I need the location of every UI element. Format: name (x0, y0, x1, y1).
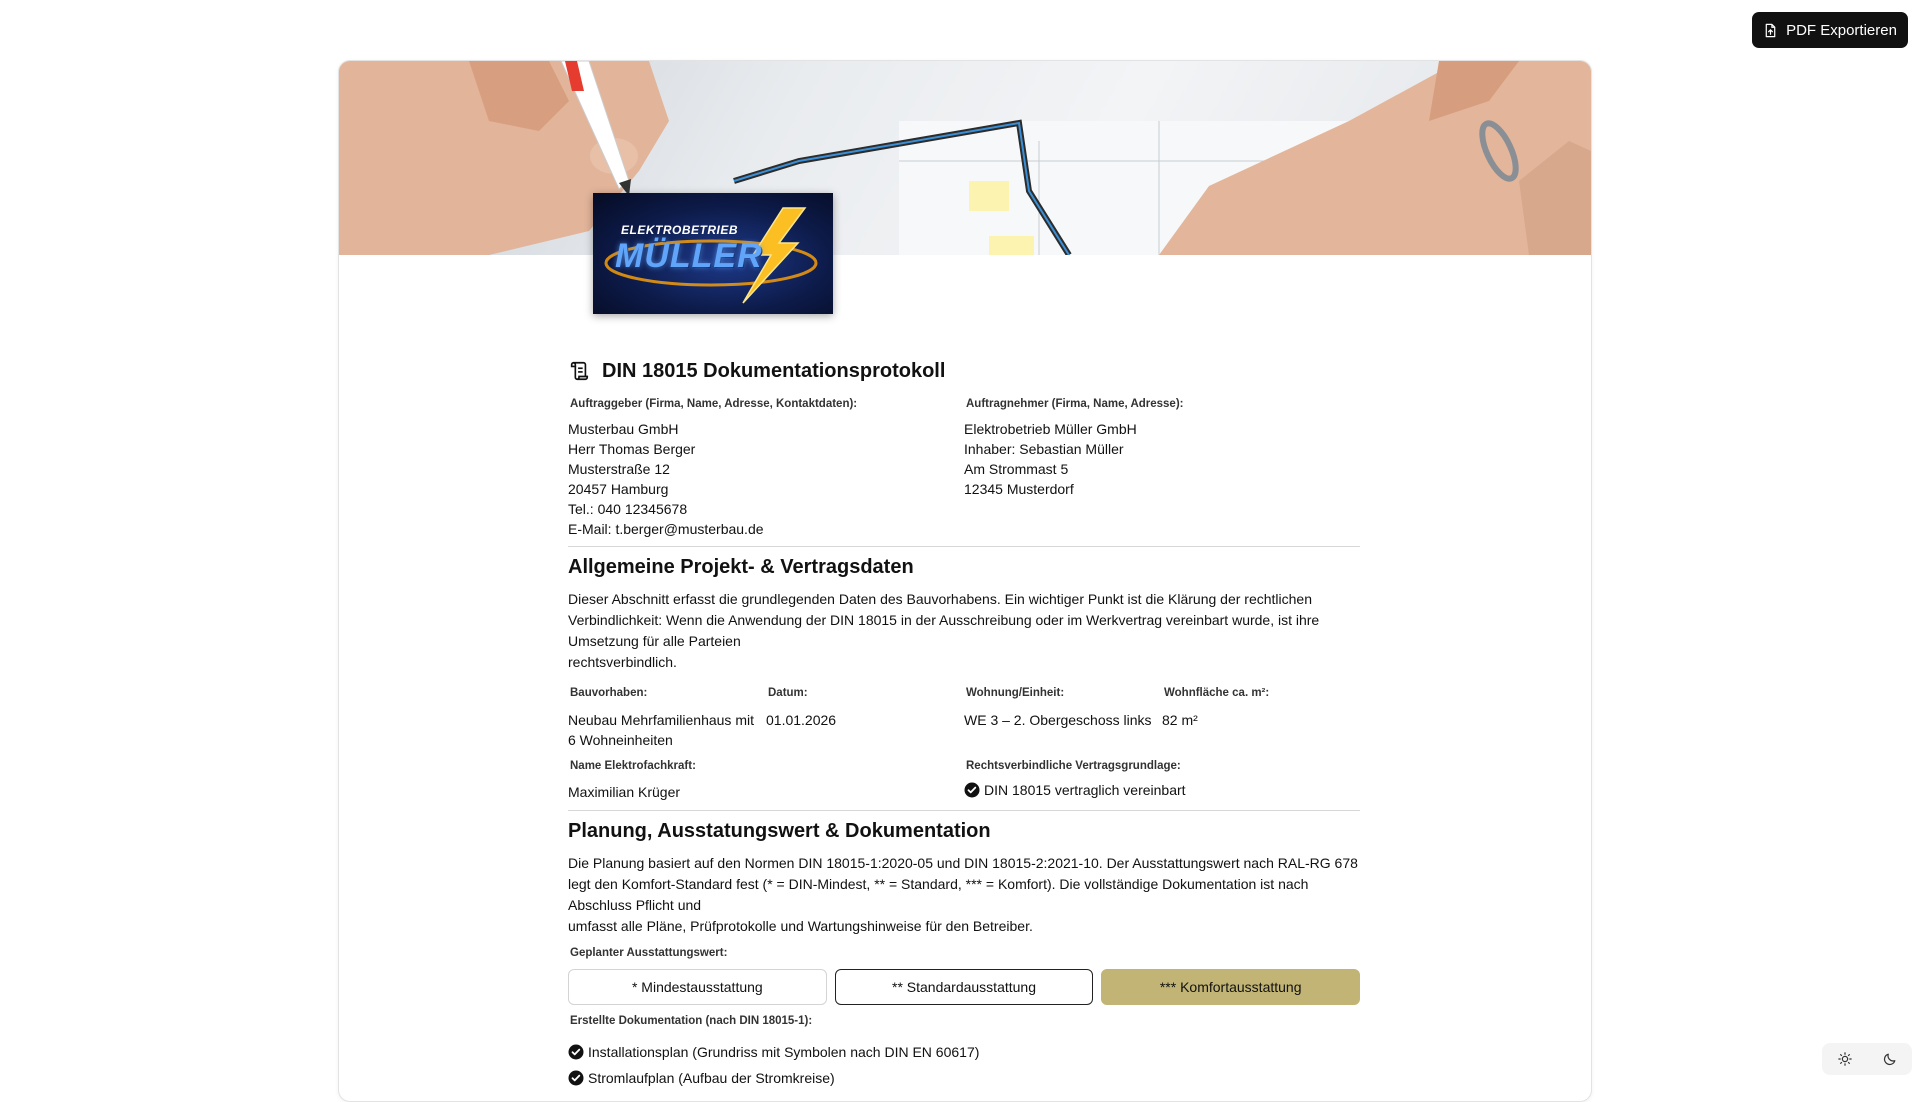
client-block (568, 398, 964, 539)
contractor-label: Auftragnehmer (Firma, Name, Adresse): (966, 398, 1184, 410)
level-label: Geplanter Ausstattungswert: (570, 947, 728, 959)
pdf-export-label: PDF Exportieren (1786, 21, 1897, 39)
client-line: 20457 Hamburg (568, 481, 669, 497)
wohnflaeche-field (1162, 687, 1360, 750)
section-divider (568, 810, 1360, 811)
planning-intro-line: umfasst alle Pläne, Prüfprotokolle und Wartungshinweise für den Betreiber. (568, 918, 1033, 934)
client-address[interactable] (568, 419, 964, 539)
section-divider (568, 546, 1360, 547)
planning-intro (568, 853, 1360, 937)
pdf-export-button[interactable] (1752, 12, 1908, 48)
blueprint-hands-photo (339, 61, 1591, 255)
client-label: Auftraggeber (Firma, Name, Adresse, Kontaktdaten): (570, 398, 858, 410)
client-line: E-Mail: t.berger@musterbau.de (568, 521, 764, 537)
bauvorhaben-value[interactable]: Neubau Mehrfamilienhaus mit 6 Wohneinheiten (568, 712, 754, 748)
grundlage-checkbox[interactable] (964, 782, 1360, 798)
datum-value[interactable]: 01.01.2026 (766, 712, 837, 728)
contractor-block (964, 398, 1360, 539)
company-logo (593, 193, 833, 314)
grundlage-field (964, 760, 1360, 802)
project-fields (568, 687, 1360, 750)
project-intro-line: Dieser Abschnitt erfasst die grundlegenden Daten des Bauvorhabens. Ein wichtiger Punkt ist die Klärung der rechtlichen Verbindlichkeit: Wenn die Anwendung der DIN 18015 in der Ausschreibung oder im Werkvertrag vereinbart wurde, ist ihre Umsetzung für alle Parteien (568, 591, 1320, 649)
contractor-line: Elektrobetrieb Müller GmbH (964, 421, 1137, 437)
wohnung-value[interactable]: WE 3 – 2. Obergeschoss links (964, 712, 1152, 728)
project-section-title: Allgemeine Projekt- & Vertragsdaten (568, 556, 914, 578)
level-option-komfort[interactable]: *** Komfortausstattung (1101, 969, 1360, 1005)
document-title-row (568, 356, 1360, 386)
wohnflaeche-label: Wohnfläche ca. m²: (1164, 687, 1270, 699)
logo-line-2: MÜLLER (615, 237, 763, 275)
level-option-standard[interactable]: ** Standardausstattung (835, 969, 1094, 1005)
protocol-content (568, 356, 1360, 1091)
planning-section-title: Planung, Ausstatungswert & Dokumentation (568, 820, 991, 842)
bauvorhaben-label: Bauvorhaben: (570, 687, 648, 699)
contractor-line: Am Strommast 5 (964, 461, 1069, 477)
client-line: Herr Thomas Berger (568, 441, 696, 457)
header-banner-image (339, 61, 1591, 255)
project-fields-2 (568, 760, 1360, 802)
check-circle-icon (964, 782, 980, 798)
client-line: Tel.: 040 12345678 (568, 501, 688, 517)
sun-icon (1838, 1052, 1852, 1066)
project-intro (568, 589, 1360, 673)
logo-line-1: ELEKTROBETRIEB (621, 223, 739, 237)
grundlage-label: Rechtsverbindliche Vertragsgrundlage: (966, 760, 1181, 772)
parties-section (568, 398, 1360, 539)
planning-intro-line: Die Planung basiert auf den Normen DIN 18015-1:2020-05 und DIN 18015-2:2021-10. Der Ausstattungswert nach RAL-RG 678 legt den Komfort-Standard fest (* = DIN-Mindest, ** = Standard, *** = Komfort). Die vollständige Dokumentation ist nach Abschluss Pflicht und (568, 855, 1358, 913)
fachkraft-field (568, 760, 964, 802)
fachkraft-value[interactable]: Maximilian Krüger (568, 784, 681, 800)
contractor-line: Inhaber: Sebastian Müller (964, 441, 1124, 457)
contractor-line: 12345 Musterdorf (964, 481, 1074, 497)
equipment-level-selector (568, 969, 1360, 1005)
contractor-address[interactable] (964, 419, 1360, 499)
file-export-icon (1763, 23, 1778, 38)
doc-item-label: Installationsplan (Grundriss mit Symbolen nach DIN EN 60617) (588, 1044, 980, 1060)
bauvorhaben-field (568, 687, 766, 750)
wohnflaeche-value[interactable]: 82 m² (1162, 712, 1198, 728)
client-line: Musterstraße 12 (568, 461, 670, 477)
dark-mode-button[interactable] (1874, 1045, 1906, 1073)
documentation-checklist (568, 1039, 1360, 1091)
fachkraft-label: Name Elektrofachkraft: (570, 760, 696, 772)
wohnung-label: Wohnung/Einheit: (966, 687, 1065, 699)
theme-toggle (1822, 1043, 1912, 1075)
moon-icon (1883, 1052, 1897, 1066)
grundlage-value: DIN 18015 vertraglich vereinbart (984, 782, 1186, 798)
docs-label: Erstellte Dokumentation (nach DIN 18015-1): (570, 1015, 813, 1027)
check-circle-icon (568, 1070, 584, 1086)
datum-field (766, 687, 964, 750)
doc-item-label: Stromlaufplan (Aufbau der Stromkreise) (588, 1070, 835, 1086)
check-circle-icon (568, 1044, 584, 1060)
doc-checkbox-stromlaufplan[interactable] (568, 1065, 1360, 1091)
light-mode-button[interactable] (1829, 1045, 1861, 1073)
project-intro-line: rechtsverbindlich. (568, 654, 677, 670)
datum-label: Datum: (768, 687, 808, 699)
doc-checkbox-installationsplan[interactable] (568, 1039, 1360, 1065)
level-option-mindest[interactable]: * Mindestausstattung (568, 969, 827, 1005)
wohnung-field (964, 687, 1162, 750)
scroll-icon (568, 360, 590, 382)
client-line: Musterbau GmbH (568, 421, 679, 437)
document-title: DIN 18015 Dokumentationsprotokoll (602, 359, 946, 382)
